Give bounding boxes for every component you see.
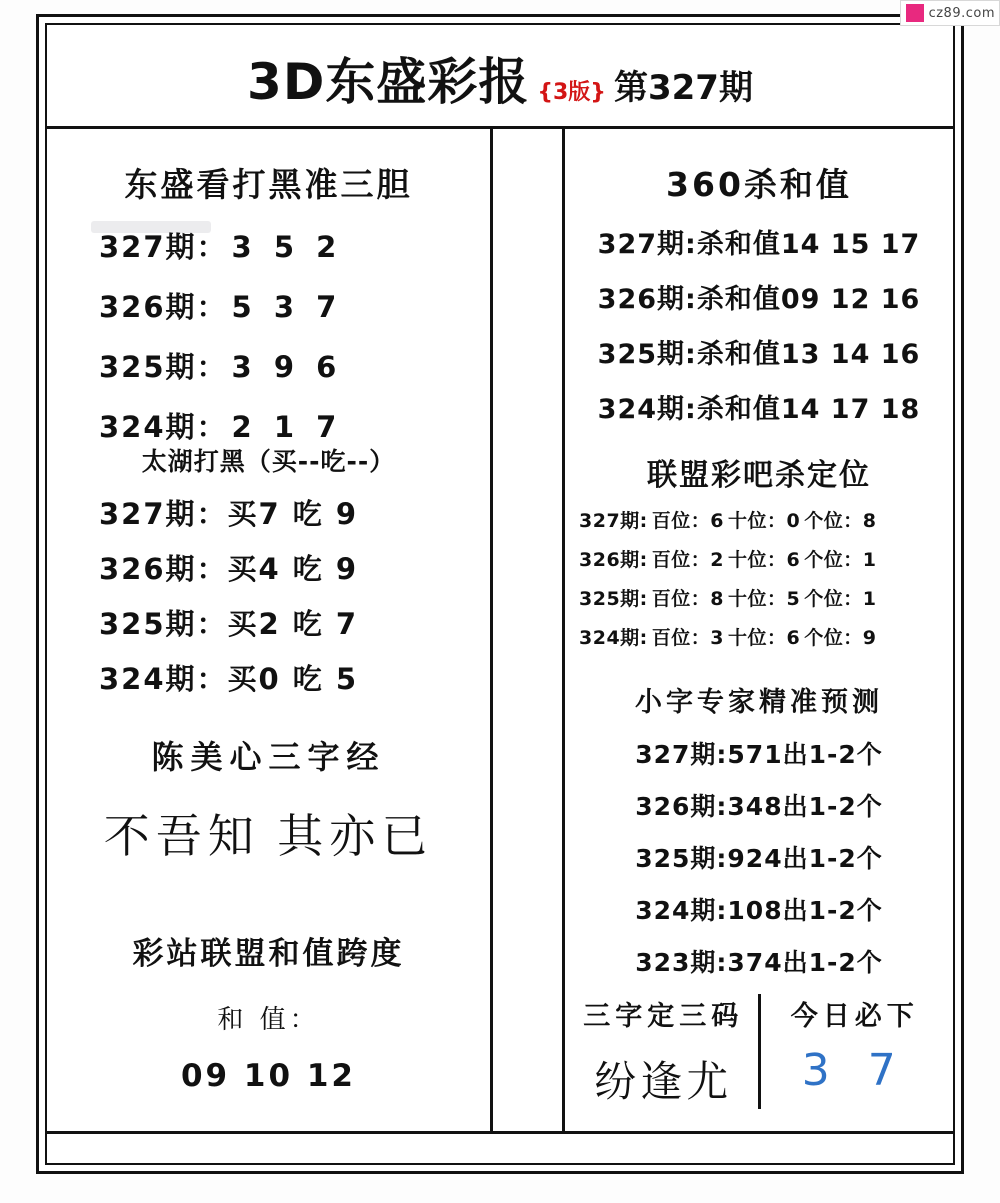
kill-position-shi-label: 十位：	[728, 627, 787, 649]
today-must-value: 3 7	[801, 1045, 908, 1096]
kill-position-row	[565, 584, 953, 611]
kill-position-shi-label: 十位：	[728, 510, 787, 532]
page-title: 3D东盛彩报	[247, 52, 530, 111]
bottom-boxes	[575, 994, 943, 1109]
today-must-box	[761, 994, 944, 1109]
dan-row-numbers: 3 9 6	[231, 350, 343, 384]
prediction-row: 324期:108出1-2个	[635, 896, 883, 925]
left-section2-title: 陈美心三字经	[151, 738, 386, 776]
right-section2-title: 联盟彩吧杀定位	[647, 458, 871, 493]
left-section3-title: 彩站联盟和值跨度	[132, 936, 405, 972]
kill-position-ge: 9	[862, 627, 877, 649]
dan-row	[47, 285, 490, 326]
kill-position-bai-label: 百位：	[651, 549, 711, 571]
kill-position-bai: 8	[710, 588, 725, 610]
sha-hezhi-row: 327期:杀和值14 15 17	[597, 229, 921, 260]
three-chars-value: 纷逢尤	[594, 1060, 733, 1106]
kill-position-bai-label: 百位：	[651, 627, 711, 649]
left-section1-title: 东盛看打黑准三胆	[124, 165, 413, 204]
dan-row-period: 325期：	[99, 350, 228, 384]
buy-eat-row: 326期：买4 吃 9	[99, 552, 359, 586]
prediction-row: 326期:348出1-2个	[635, 792, 883, 821]
watermark-square-icon	[906, 4, 924, 22]
title-row	[247, 42, 753, 114]
prediction-row: 325期:924出1-2个	[635, 844, 883, 873]
footer-strip	[47, 1131, 953, 1163]
prediction-row: 323期:374出1-2个	[635, 948, 883, 977]
three-chars-box	[575, 994, 761, 1109]
sha-hezhi-row: 324期:杀和值14 17 18	[597, 394, 921, 425]
buy-eat-row: 327期：买7 吃 9	[99, 497, 359, 531]
kill-position-shi: 6	[786, 627, 801, 649]
sha-hezhi-row: 326期:杀和值09 12 16	[597, 284, 921, 315]
dan-row-period: 327期：	[99, 230, 228, 264]
hezhi-values: 09 10 12	[180, 1058, 356, 1094]
kill-position-row	[565, 623, 953, 650]
kill-position-bai: 3	[710, 627, 725, 649]
dan-row-numbers: 2 1 7	[231, 410, 343, 444]
right-section3-title: 小字专家精准预测	[635, 687, 883, 718]
kill-position-bai: 6	[710, 510, 725, 532]
kill-position-row	[565, 506, 953, 533]
kill-position-period: 325期:	[579, 588, 648, 610]
poster-header	[47, 25, 953, 129]
prediction-row: 327期:571出1-2个	[635, 740, 883, 769]
left-column	[47, 129, 493, 1131]
kill-position-ge-label: 个位：	[804, 588, 863, 610]
poster-frame-outer	[36, 14, 964, 1174]
right-column	[565, 129, 953, 1131]
poster-frame-inner	[45, 23, 955, 1165]
edition-badge: {3版}	[537, 79, 606, 105]
kill-position-shi: 6	[786, 549, 801, 571]
kill-position-shi: 0	[786, 510, 801, 532]
kill-position-shi-label: 十位：	[728, 549, 787, 571]
issue-number: 第327期	[613, 67, 753, 108]
center-divider-column	[493, 129, 565, 1131]
dan-row-period: 326期：	[99, 290, 228, 324]
kill-position-bai: 2	[710, 549, 725, 571]
site-watermark	[900, 0, 1000, 26]
kill-position-ge: 1	[862, 549, 877, 571]
kill-position-bai-label: 百位：	[651, 588, 711, 610]
dan-row-period: 324期：	[99, 410, 228, 444]
dan-row-numbers: 3 5 2	[231, 230, 343, 264]
kill-position-ge-label: 个位：	[804, 549, 863, 571]
smudge-mark	[91, 221, 211, 233]
dan-row	[47, 345, 490, 386]
kill-position-ge-label: 个位：	[804, 627, 863, 649]
watermark-text: cz89.com	[928, 5, 995, 21]
hezhi-label: 和 值：	[217, 1005, 320, 1035]
kill-position-row	[565, 545, 953, 572]
kill-position-period: 327期:	[579, 510, 648, 532]
kill-position-bai-label: 百位：	[651, 510, 711, 532]
sanzijing-text: 不吾知 其亦已	[103, 811, 434, 862]
dan-row	[47, 405, 490, 446]
poster-body	[47, 129, 953, 1131]
buy-eat-row: 324期：买0 吃 5	[99, 662, 359, 696]
today-must-title: 今日必下	[790, 1001, 919, 1032]
buy-eat-row: 325期：买2 吃 7	[99, 607, 359, 641]
kill-position-ge: 8	[862, 510, 877, 532]
three-chars-title: 三字定三码	[583, 1001, 744, 1032]
kill-position-period: 326期:	[579, 549, 648, 571]
sha-hezhi-row: 325期:杀和值13 14 16	[597, 339, 921, 370]
kill-position-period: 324期:	[579, 627, 648, 649]
dan-row-numbers: 5 3 7	[231, 290, 343, 324]
kill-position-shi-label: 十位：	[728, 588, 787, 610]
kill-position-shi: 5	[786, 588, 801, 610]
kill-position-ge: 1	[862, 588, 877, 610]
right-section1-title: 360杀和值	[666, 165, 852, 204]
kill-position-ge-label: 个位：	[804, 510, 863, 532]
taihu-subtitle: 太湖打黑（买--吃--）	[141, 447, 396, 476]
